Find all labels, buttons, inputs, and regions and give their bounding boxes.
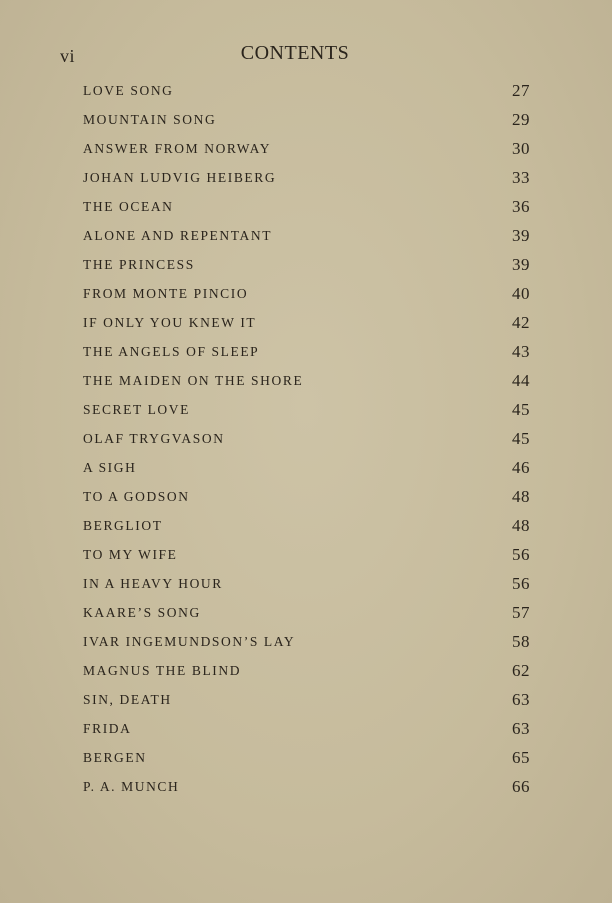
toc-entry (83, 540, 530, 569)
toc-entry-page: 58 (512, 631, 530, 651)
toc-entry-page: 56 (512, 544, 530, 564)
toc-entry (83, 511, 530, 540)
toc-entry (83, 714, 530, 743)
toc-entry-title: MOUNTAIN SONG (83, 111, 217, 127)
toc-entry-page: 56 (512, 573, 530, 593)
toc-entry-title: TO MY WIFE (83, 546, 178, 562)
toc-entry-title: P. A. MUNCH (83, 778, 180, 794)
toc-entry (83, 192, 530, 221)
toc-entry-page: 39 (512, 225, 530, 245)
toc-entry-page: 33 (512, 167, 530, 187)
toc-entry-title: IVAR INGEMUNDSON’S LAY (83, 633, 296, 649)
toc-entry (83, 250, 530, 279)
toc-entry-title: JOHAN LUDVIG HEIBERG (83, 169, 277, 185)
toc-entry-page: 30 (512, 138, 530, 158)
toc-entry (83, 656, 530, 685)
toc-entry-page: 36 (512, 196, 530, 216)
toc-entry-title: KAARE’S SONG (83, 604, 201, 620)
page-header (0, 42, 612, 70)
toc-entry-page: 63 (512, 689, 530, 709)
toc-entry (83, 395, 530, 424)
toc-entry (83, 221, 530, 250)
toc-entry-page: 43 (512, 341, 530, 361)
toc-entry-page: 66 (512, 776, 530, 796)
toc-entry-title: THE MAIDEN ON THE SHORE (83, 372, 304, 388)
toc-entry-page: 46 (512, 457, 530, 477)
toc-entry (83, 308, 530, 337)
toc-entry-title: THE PRINCESS (83, 256, 195, 272)
toc-entry (83, 627, 530, 656)
toc-entry (83, 279, 530, 308)
toc-entry-title: IF ONLY YOU KNEW IT (83, 314, 257, 330)
page-title: CONTENTS (240, 42, 350, 64)
toc-entry-title: THE ANGELS OF SLEEP (83, 343, 260, 359)
toc-entry (83, 366, 530, 395)
toc-entry-title: FROM MONTE PINCIO (83, 285, 249, 301)
toc-entry-title: TO A GODSON (83, 488, 190, 504)
toc-entry (83, 569, 530, 598)
toc-entry-page: 42 (512, 312, 530, 332)
toc-entry (83, 453, 530, 482)
toc-entry-title: SECRET LOVE (83, 401, 190, 417)
toc-entry-page: 40 (512, 283, 530, 303)
toc-entry (83, 598, 530, 627)
toc-entry-page: 62 (512, 660, 530, 680)
toc-entry (83, 134, 530, 163)
toc-entry-page: 63 (512, 718, 530, 738)
toc-entry-page: 27 (512, 80, 530, 100)
toc-entry-title: OLAF TRYGVASON (83, 430, 225, 446)
toc-entry-page: 65 (512, 747, 530, 767)
toc-entry-title: LOVE SONG (83, 82, 174, 98)
toc-entry-page: 48 (512, 515, 530, 535)
toc-entry-page: 29 (512, 109, 530, 129)
toc-entry (83, 685, 530, 714)
toc-entry-title: ALONE AND REPENTANT (83, 227, 273, 243)
toc-entry (83, 482, 530, 511)
toc-entry (83, 163, 530, 192)
toc-entry (83, 772, 530, 801)
toc-entry (83, 105, 530, 134)
toc-entry-page: 39 (512, 254, 530, 274)
toc-entry-page: 44 (512, 370, 530, 390)
toc-entry-page: 45 (512, 428, 530, 448)
toc-entry-page: 48 (512, 486, 530, 506)
toc-entry (83, 424, 530, 453)
toc-entry-title: THE OCEAN (83, 198, 174, 214)
toc-entry-title: SIN, DEATH (83, 691, 172, 707)
toc-entry (83, 743, 530, 772)
toc-entry-page: 57 (512, 602, 530, 622)
toc-entry-title: FRIDA (83, 720, 132, 736)
toc-entry-title: BERGEN (83, 749, 147, 765)
toc-entry-title: BERGLIOT (83, 517, 163, 533)
table-of-contents (83, 76, 530, 801)
toc-entry-title: A SIGH (83, 459, 137, 475)
toc-entry-title: ANSWER FROM NORWAY (83, 140, 272, 156)
toc-entry (83, 76, 530, 105)
page-number: vi (60, 46, 76, 66)
toc-entry-page: 45 (512, 399, 530, 419)
toc-entry-title: MAGNUS THE BLIND (83, 662, 242, 678)
toc-entry-title: IN A HEAVY HOUR (83, 575, 223, 591)
toc-entry (83, 337, 530, 366)
